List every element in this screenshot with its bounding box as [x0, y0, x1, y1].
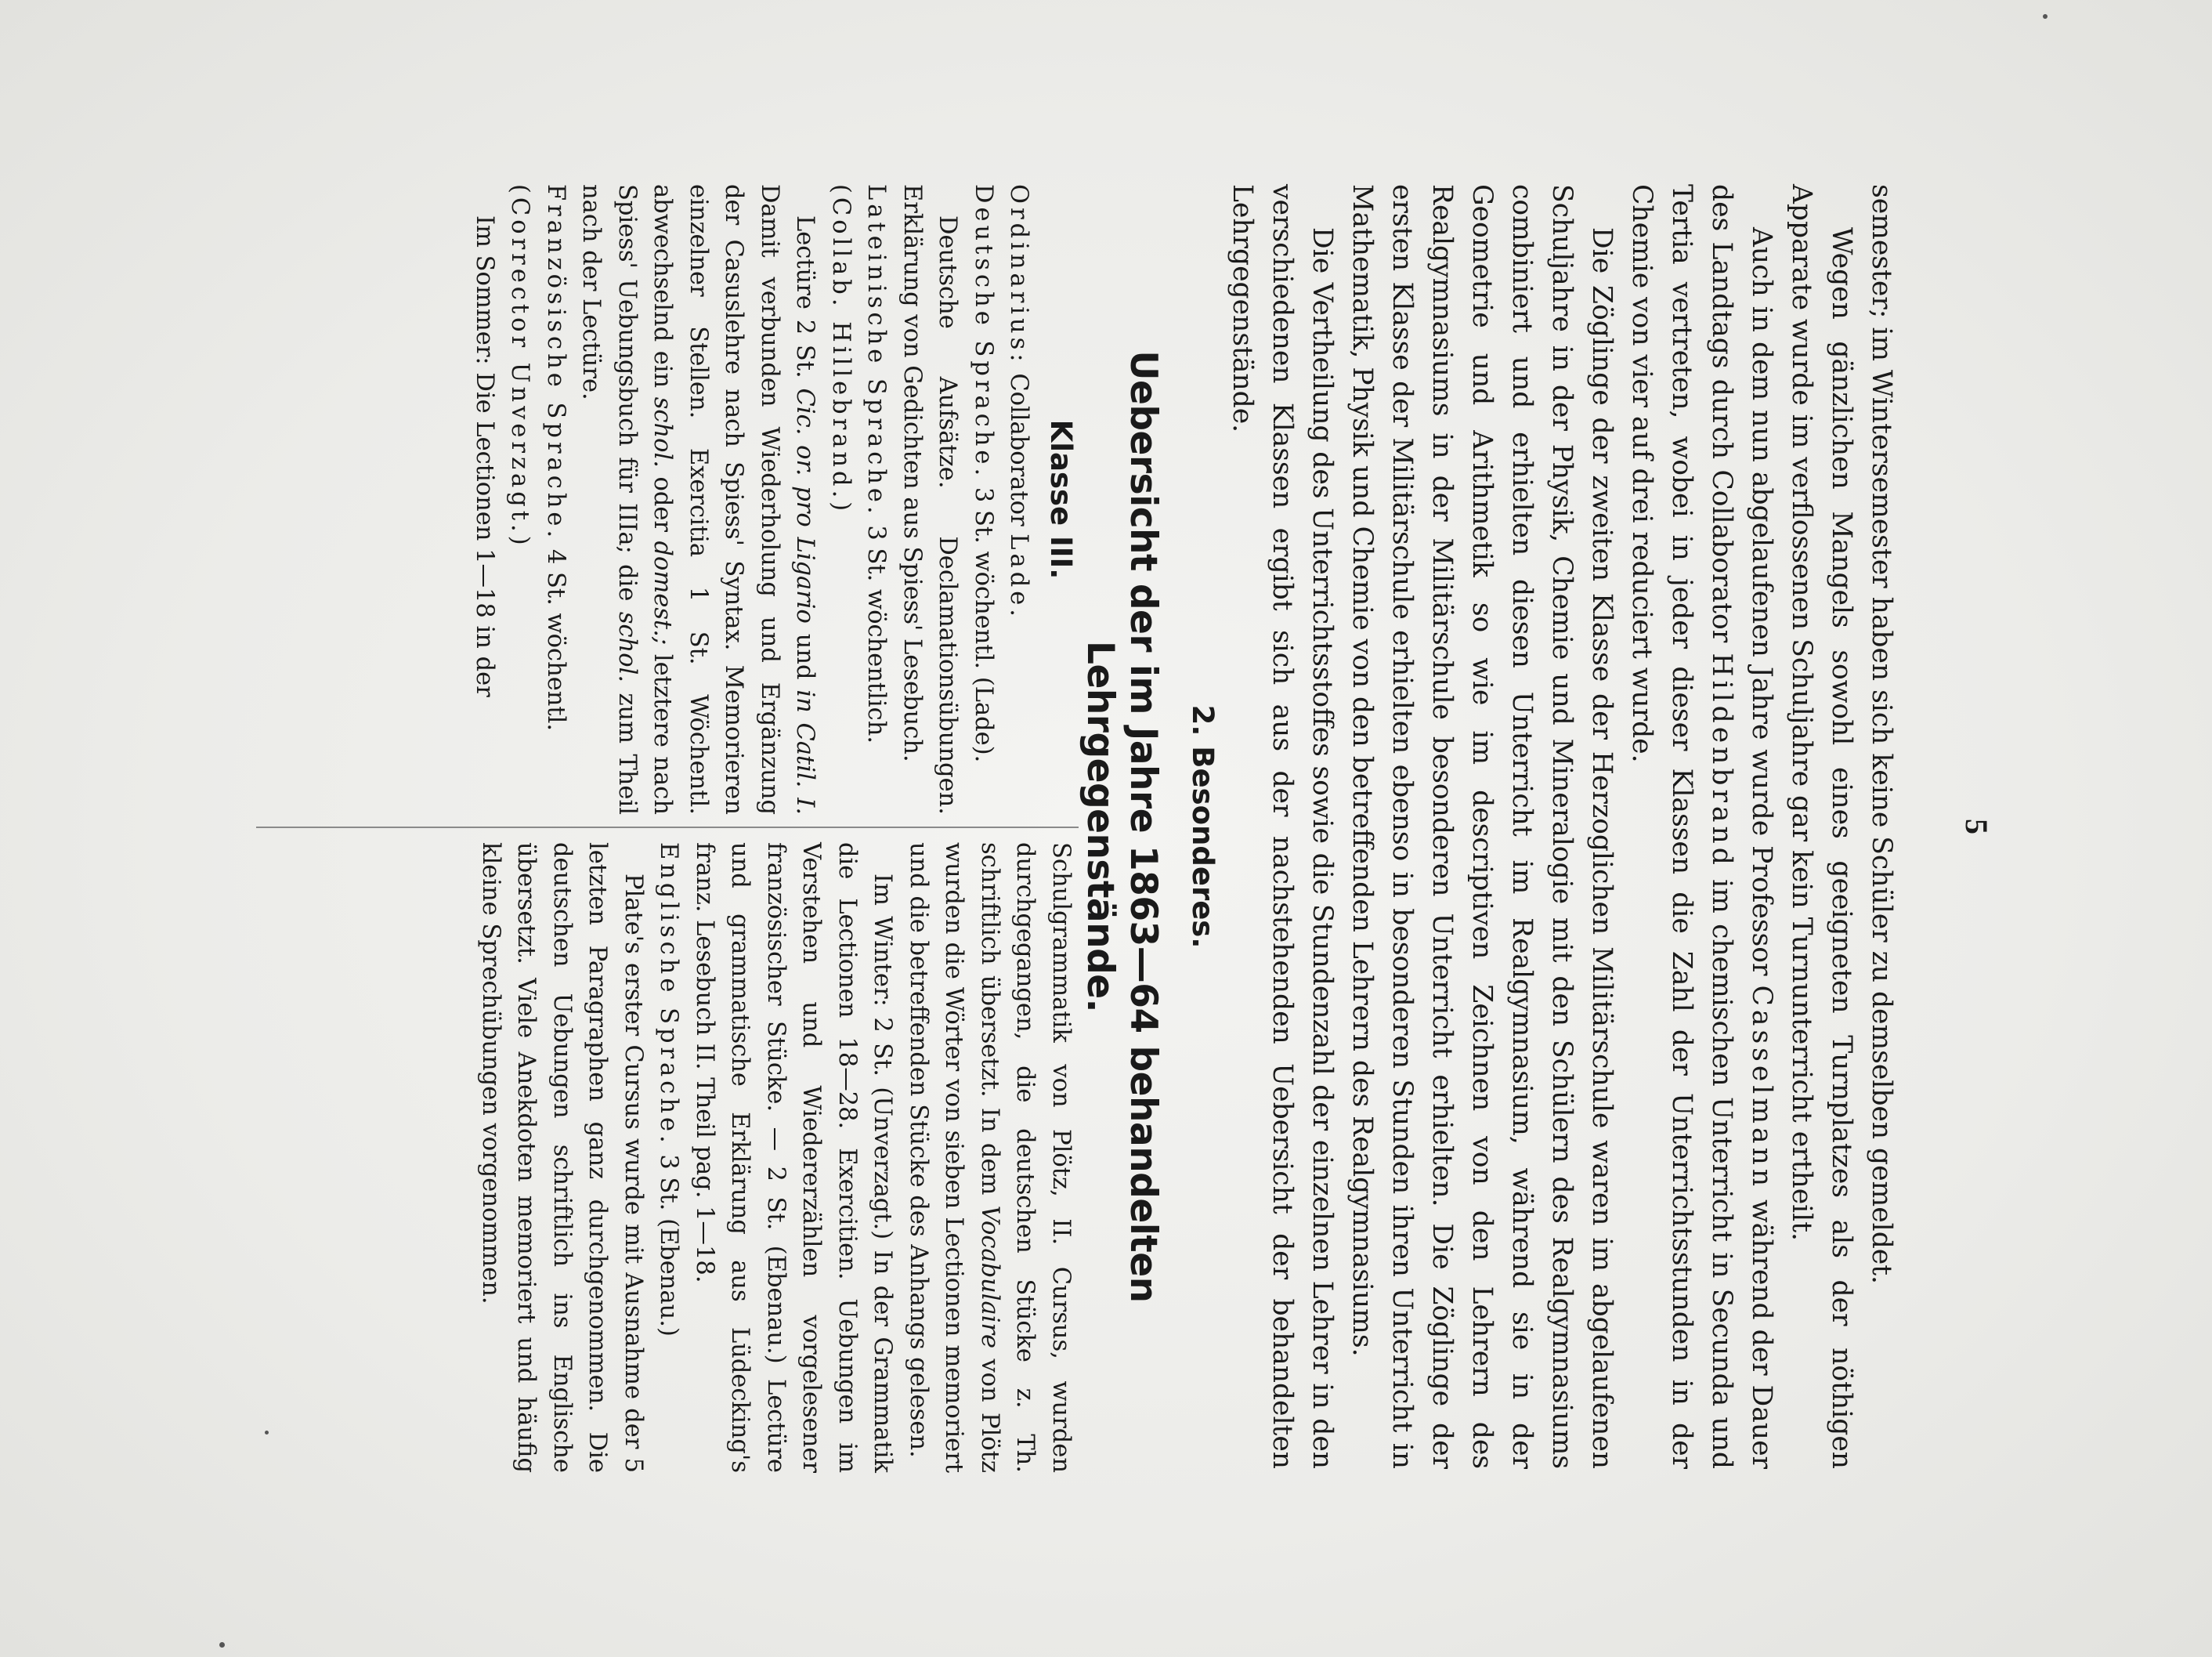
- latein-line: Lateinische Sprache. 3 St. wöchentlich.: [862, 184, 891, 744]
- name-hildenbrand: Hildenbrand: [1706, 653, 1737, 869]
- name-casselmann: Casselmann: [1746, 985, 1777, 1191]
- klasse-heading: Klasse III.: [1044, 419, 1078, 580]
- main-heading: Uebersicht der im Jahre 1863—64 behandelten Lehrgegenstände.: [1079, 350, 1165, 1303]
- left-column: [467, 184, 1079, 815]
- intro-paragraph-5: Die Vertheilung des Unterrichtsstoffes sowie die Stundenzahl der einzelnen Lehrer in den verschiedenen Klassen ergibt sich aus der nachstehenden Uebersicht der behandelten Lehrgegenstände.: [1227, 184, 1338, 1469]
- intro-paragraph-1: semester; im Wintersemester haben sich keine Schüler zu demselben gemeldet.: [1866, 184, 1897, 1285]
- latein-teacher: (Collab. Hillebrand.): [827, 184, 855, 516]
- franz-teacher: (Corrector Unverzagt.): [506, 184, 534, 549]
- section-heading: 2. Besonderes.: [1186, 704, 1220, 949]
- deutsch-line: Deutsche Sprache. 3 St. wöchentl. (Lade).: [970, 184, 997, 763]
- paper-speck: [2043, 14, 2048, 19]
- right-paragraph-3: Plate's erster Cursus wurde mit Ausnahme der 5 letzten Paragraphen ganz durchgenommen. Die deutschen Uebungen schriftlich ins Englische übersetzt. Viele Anekdoten memoriert und häufig kleine Sprechübungen vorgenommen.: [477, 842, 647, 1473]
- right-column: [473, 842, 1079, 1473]
- rotated-print-area: [178, 161, 2003, 1492]
- sommer-paragraph: Im Sommer: Die Lectionen 1—18 in der: [471, 215, 498, 697]
- intro-paragraph-3: Auch in dem nun abgelaufenen Jahre wurde Professor Casselmann während der Dauer des Landtags durch Collaborator Hildenbrand im chemischen Unterricht in Secunda und Tertia vertreten, wobei in jeder dieser Klassen die Zahl der Unterrichtsstunden in der Chemie von vier auf drei reduciert wurde.: [1626, 184, 1777, 1470]
- column-divider: [256, 827, 1079, 828]
- latein-lecture-paragraph: Lectüre 2 St. Cic. or. pro Ligario und in Catil. I. Damit verbunden Wiederholung und Ergänzung der Casuslehre nach Spiess' Syntax. Memorieren einzelner Stellen. Exercitia 1 St. Wöchentl. abwechselnd ein schol. oder domest.; letztere nach Spiess' Uebungsbuch für IIIa; die schol. zum Theil nach der Lectüre.: [577, 184, 819, 816]
- right-paragraph-1: Schulgrammatik von Plötz, II. Cursus, wurden durchgegangen, die deutschen Stücke z. Th. schriftlich übersetzt. In dem Vocabulaire von Plötz wurden die Wörter von sieben Lectionen memoriert und die betreffenden Stücke des Anhangs gelesen.: [905, 842, 1075, 1473]
- paper-speck: [219, 1642, 225, 1648]
- englisch-line: Englische Sprache. 3 St. (Ebenau.): [655, 842, 683, 1337]
- deutsch-paragraph: Deutsche Aufsätze. Declamationsübungen. Erklärung von Gedichten aus Spiess' Lesebuch.: [898, 184, 962, 815]
- page-number: 5: [1959, 819, 1994, 834]
- right-paragraph-2: Im Winter: 2 St. (Unverzagt.) In der Grammatik die Lectionen 18—28. Exercitien. Uebungen im Verstehen und Wiedererzählen vorgelesener französischer Stücke. — 2 St. (Ebenau.) Lectüre und grammatische Erklärung aus Lüdecking's franz. Lesebuch II. Theil pag. 1—18.: [691, 842, 897, 1473]
- ordinarius-line: Ordinarius: Collaborator Lade.: [1005, 184, 1033, 620]
- intro-paragraph-2: Wegen gänzlichen Mangels sowohl eines geeigneten Turnplatzes als der nöthigen Apparate wurde im verflossenen Schuljahre gar kein Turnunterricht ertheilt.: [1786, 184, 1857, 1469]
- franz-line: Französische Sprache. 4 St. wöchentl.: [542, 184, 569, 732]
- paper-speck: [265, 1431, 269, 1434]
- intro-text: [1222, 184, 1901, 1469]
- intro-paragraph-4: Die Zöglinge der zweiten Klasse der Herzoglichen Militärschule waren im abgelaufenen Schuljahre in der Physik, Chemie und Mineralogie mit den Schülern des Realgymnasiums combiniert und erhielten diesen Unterricht im Realgymnasium, während sie in der Geometrie und Arithmetik so wie im descriptiven Zeichnen von den Lehrern des Realgymnasiums in der Militärschule besonderen Unterricht erhielten. Die Zöglinge der ersten Klasse der Militärschule erhielten ebenso in besonderen Stunden ihren Unterricht in Mathematik, Physik und Chemie von den betreffenden Lehrern des Realgymnasiums.: [1346, 184, 1617, 1469]
